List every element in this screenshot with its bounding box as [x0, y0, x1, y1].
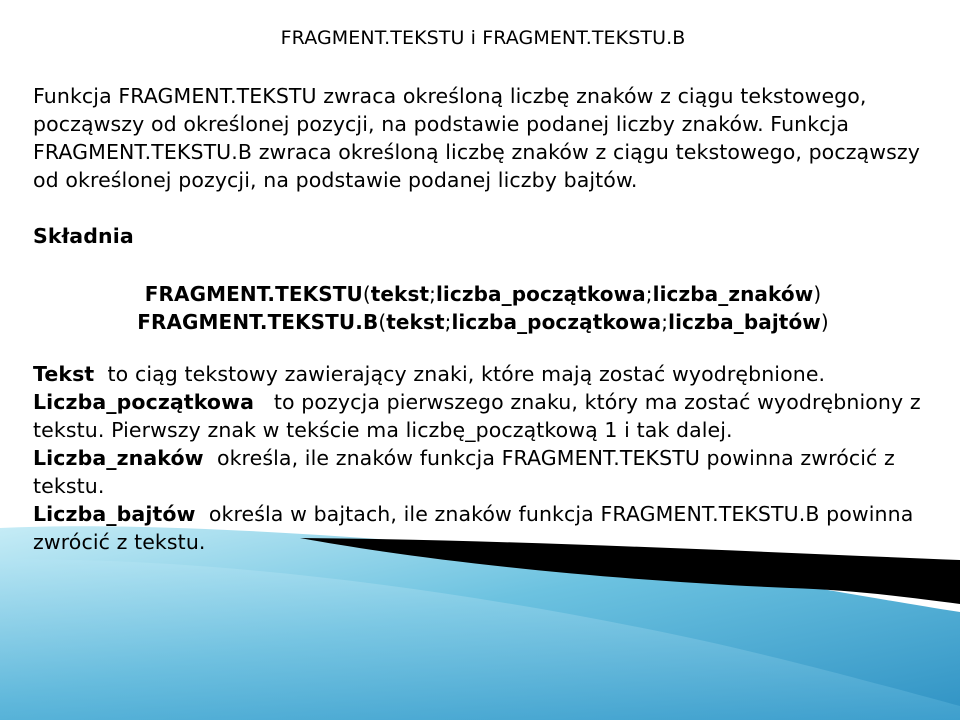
argument-liczba-poczatkowa [33, 388, 933, 444]
description-paragraph: Funkcja FRAGMENT.TEKSTU zwraca określoną liczbę znaków z ciągu tekstowego, począwszy od określonej pozycji, na podstawie podanej liczby znaków. Funkcja FRAGMENT.TEKSTU.B zwraca określoną liczbę znaków z ciągu tekstowego, począwszy od określonej pozycji, na podstawie podanej liczby bajtów. [33, 84, 920, 192]
slide-content [33, 24, 933, 556]
argument-term: Liczba_bajtów [33, 502, 196, 526]
arg-liczba-poczatkowa: liczba_początkowa [451, 310, 662, 334]
separator: ; [661, 310, 669, 334]
argument-liczba-bajtow [33, 500, 933, 556]
argument-description: określa w bajtach, ile znaków funkcja FRAGMENT.TEKSTU.B powinna zwrócić z tekstu. [33, 502, 914, 554]
function-name: FRAGMENT.TEKSTU [144, 282, 363, 306]
argument-term: Liczba_znaków [33, 446, 204, 470]
argument-description: to pozycja pierwszego znaku, który ma zostać wyodrębniony z tekstu. Pierwszy znak w tekście ma liczbę_początkową 1 i tak dalej. [33, 390, 921, 442]
arg-liczba-bajtow: liczba_bajtów [668, 310, 821, 334]
close-paren: ) [820, 310, 829, 334]
argument-description: to ciąg tekstowy zawierający znaki, które mają zostać wyodrębnione. [107, 362, 826, 386]
close-paren: ) [813, 282, 822, 306]
syntax-block [33, 280, 933, 336]
arg-tekst: tekst [386, 310, 445, 334]
syntax-line-fragment-tekstu-b [33, 308, 933, 336]
argument-term: Liczba_początkowa [33, 390, 255, 414]
syntax-line-fragment-tekstu [33, 280, 933, 308]
syntax-heading: Składnia [33, 224, 134, 248]
arg-tekst: tekst [370, 282, 430, 306]
argument-tekst [33, 360, 933, 388]
arg-liczba-znakow: liczba_znaków [652, 282, 814, 306]
argument-liczba-znakow [33, 444, 933, 500]
arguments-list [33, 360, 933, 556]
separator: ; [444, 310, 452, 334]
function-name: FRAGMENT.TEKSTU.B [137, 310, 379, 334]
separator: ; [645, 282, 653, 306]
arg-liczba-poczatkowa: liczba_początkowa [435, 282, 646, 306]
separator: ; [429, 282, 436, 306]
argument-term: Tekst [33, 362, 95, 386]
open-paren: ( [378, 310, 387, 334]
open-paren: ( [362, 282, 371, 306]
argument-description: określa, ile znaków funkcja FRAGMENT.TEKSTU powinna zwrócić z tekstu. [33, 446, 895, 498]
slide-title: FRAGMENT.TEKSTU i FRAGMENT.TEKSTU.B [280, 27, 686, 49]
